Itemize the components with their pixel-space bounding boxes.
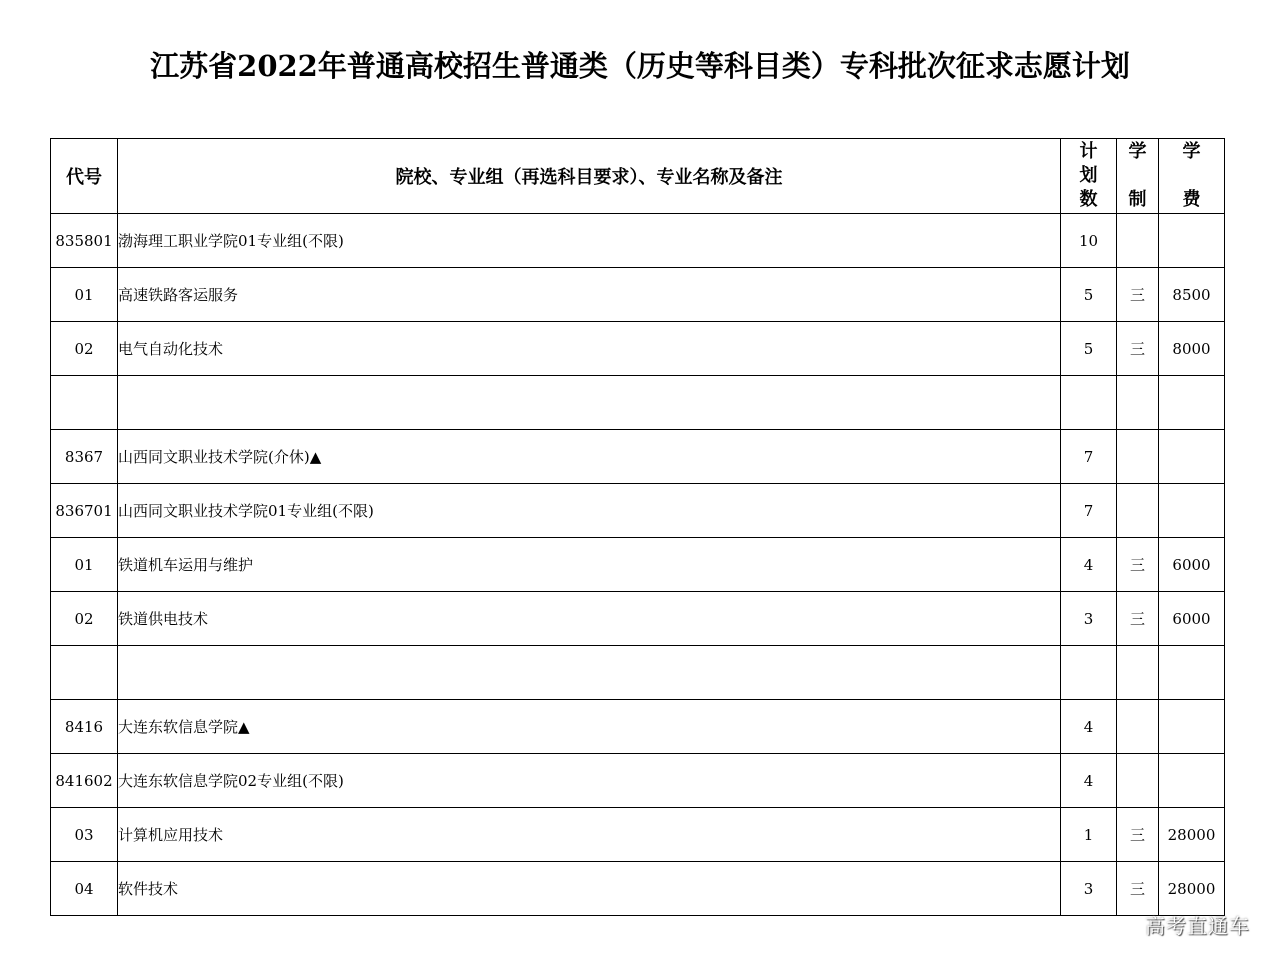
page-title: 江苏省2022年普通高校招生普通类（历史等科目类）专科批次征求志愿计划	[150, 49, 1130, 83]
cell-plan-count: 7	[1061, 430, 1117, 484]
cell-study-years: 三	[1117, 538, 1159, 592]
header-plan	[1061, 139, 1117, 214]
cell-study-years: 三	[1117, 268, 1159, 322]
cell-tuition	[1159, 376, 1225, 430]
table-row	[51, 592, 1225, 646]
cell-code: 835801	[51, 214, 118, 268]
cell-name: 渤海理工职业学院01专业组(不限)	[118, 214, 1061, 268]
cell-tuition	[1159, 484, 1225, 538]
cell-name: 山西同文职业技术学院(介休)▲	[118, 430, 1061, 484]
table-row	[51, 538, 1225, 592]
cell-study-years	[1117, 430, 1159, 484]
table-row	[51, 700, 1225, 754]
cell-name: 山西同文职业技术学院01专业组(不限)	[118, 484, 1061, 538]
cell-code: 8416	[51, 700, 118, 754]
cell-tuition: 8500	[1159, 268, 1225, 322]
cell-study-years: 三	[1117, 592, 1159, 646]
cell-plan-count: 1	[1061, 808, 1117, 862]
cell-name: 电气自动化技术	[118, 322, 1061, 376]
table-row	[51, 430, 1225, 484]
cell-code: 04	[51, 862, 118, 916]
header-system	[1117, 139, 1159, 214]
cell-study-years	[1117, 376, 1159, 430]
cell-name	[118, 376, 1061, 430]
table-row	[51, 484, 1225, 538]
cell-plan-count: 5	[1061, 322, 1117, 376]
cell-plan-count	[1061, 376, 1117, 430]
watermark: 高考直通车	[1145, 914, 1250, 938]
cell-tuition	[1159, 646, 1225, 700]
cell-tuition: 6000	[1159, 538, 1225, 592]
table-row	[51, 268, 1225, 322]
cell-plan-count: 7	[1061, 484, 1117, 538]
cell-name	[118, 646, 1061, 700]
cell-plan-count: 3	[1061, 862, 1117, 916]
header-plan-char: 划	[1079, 165, 1098, 186]
cell-plan-count: 3	[1061, 592, 1117, 646]
cell-tuition: 28000	[1159, 862, 1225, 916]
header-system-char: 学	[1128, 141, 1147, 162]
cell-tuition: 8000	[1159, 322, 1225, 376]
cell-code: 03	[51, 808, 118, 862]
table-row	[51, 862, 1225, 916]
header-fee-char: 学	[1182, 141, 1201, 162]
header-plan-char: 计	[1079, 141, 1098, 162]
cell-plan-count: 4	[1061, 538, 1117, 592]
cell-study-years: 三	[1117, 322, 1159, 376]
cell-tuition: 28000	[1159, 808, 1225, 862]
cell-name: 大连东软信息学院02专业组(不限)	[118, 754, 1061, 808]
cell-study-years	[1117, 754, 1159, 808]
header-plan-char: 数	[1079, 189, 1098, 210]
enrollment-plan-table	[50, 138, 1225, 916]
table-row	[51, 646, 1225, 700]
cell-plan-count: 4	[1061, 700, 1117, 754]
cell-name: 铁道机车运用与维护	[118, 538, 1061, 592]
cell-plan-count: 5	[1061, 268, 1117, 322]
cell-code: 01	[51, 538, 118, 592]
cell-name: 高速铁路客运服务	[118, 268, 1061, 322]
header-fee	[1159, 139, 1225, 214]
table-header-row	[51, 139, 1225, 214]
header-name: 院校、专业组（再选科目要求）、专业名称及备注	[118, 139, 1061, 214]
cell-study-years	[1117, 700, 1159, 754]
cell-plan-count	[1061, 646, 1117, 700]
cell-study-years	[1117, 214, 1159, 268]
cell-code	[51, 646, 118, 700]
cell-name: 计算机应用技术	[118, 808, 1061, 862]
cell-tuition	[1159, 214, 1225, 268]
header-code: 代号	[51, 139, 118, 214]
header-fee-char: 费	[1182, 189, 1201, 210]
cell-code	[51, 376, 118, 430]
cell-study-years: 三	[1117, 862, 1159, 916]
cell-code: 8367	[51, 430, 118, 484]
cell-plan-count: 4	[1061, 754, 1117, 808]
cell-tuition: 6000	[1159, 592, 1225, 646]
table-row	[51, 808, 1225, 862]
cell-code: 836701	[51, 484, 118, 538]
cell-name: 铁道供电技术	[118, 592, 1061, 646]
table-body	[51, 214, 1225, 916]
table-row	[51, 376, 1225, 430]
table-row	[51, 322, 1225, 376]
header-system-char: 制	[1128, 189, 1147, 210]
cell-tuition	[1159, 430, 1225, 484]
cell-code: 02	[51, 322, 118, 376]
cell-name: 大连东软信息学院▲	[118, 700, 1061, 754]
cell-study-years: 三	[1117, 808, 1159, 862]
cell-code: 01	[51, 268, 118, 322]
cell-study-years	[1117, 484, 1159, 538]
cell-tuition	[1159, 754, 1225, 808]
cell-plan-count: 10	[1061, 214, 1117, 268]
table-row	[51, 754, 1225, 808]
cell-tuition	[1159, 700, 1225, 754]
cell-name: 软件技术	[118, 862, 1061, 916]
table-row	[51, 214, 1225, 268]
cell-study-years	[1117, 646, 1159, 700]
cell-code: 841602	[51, 754, 118, 808]
cell-code: 02	[51, 592, 118, 646]
